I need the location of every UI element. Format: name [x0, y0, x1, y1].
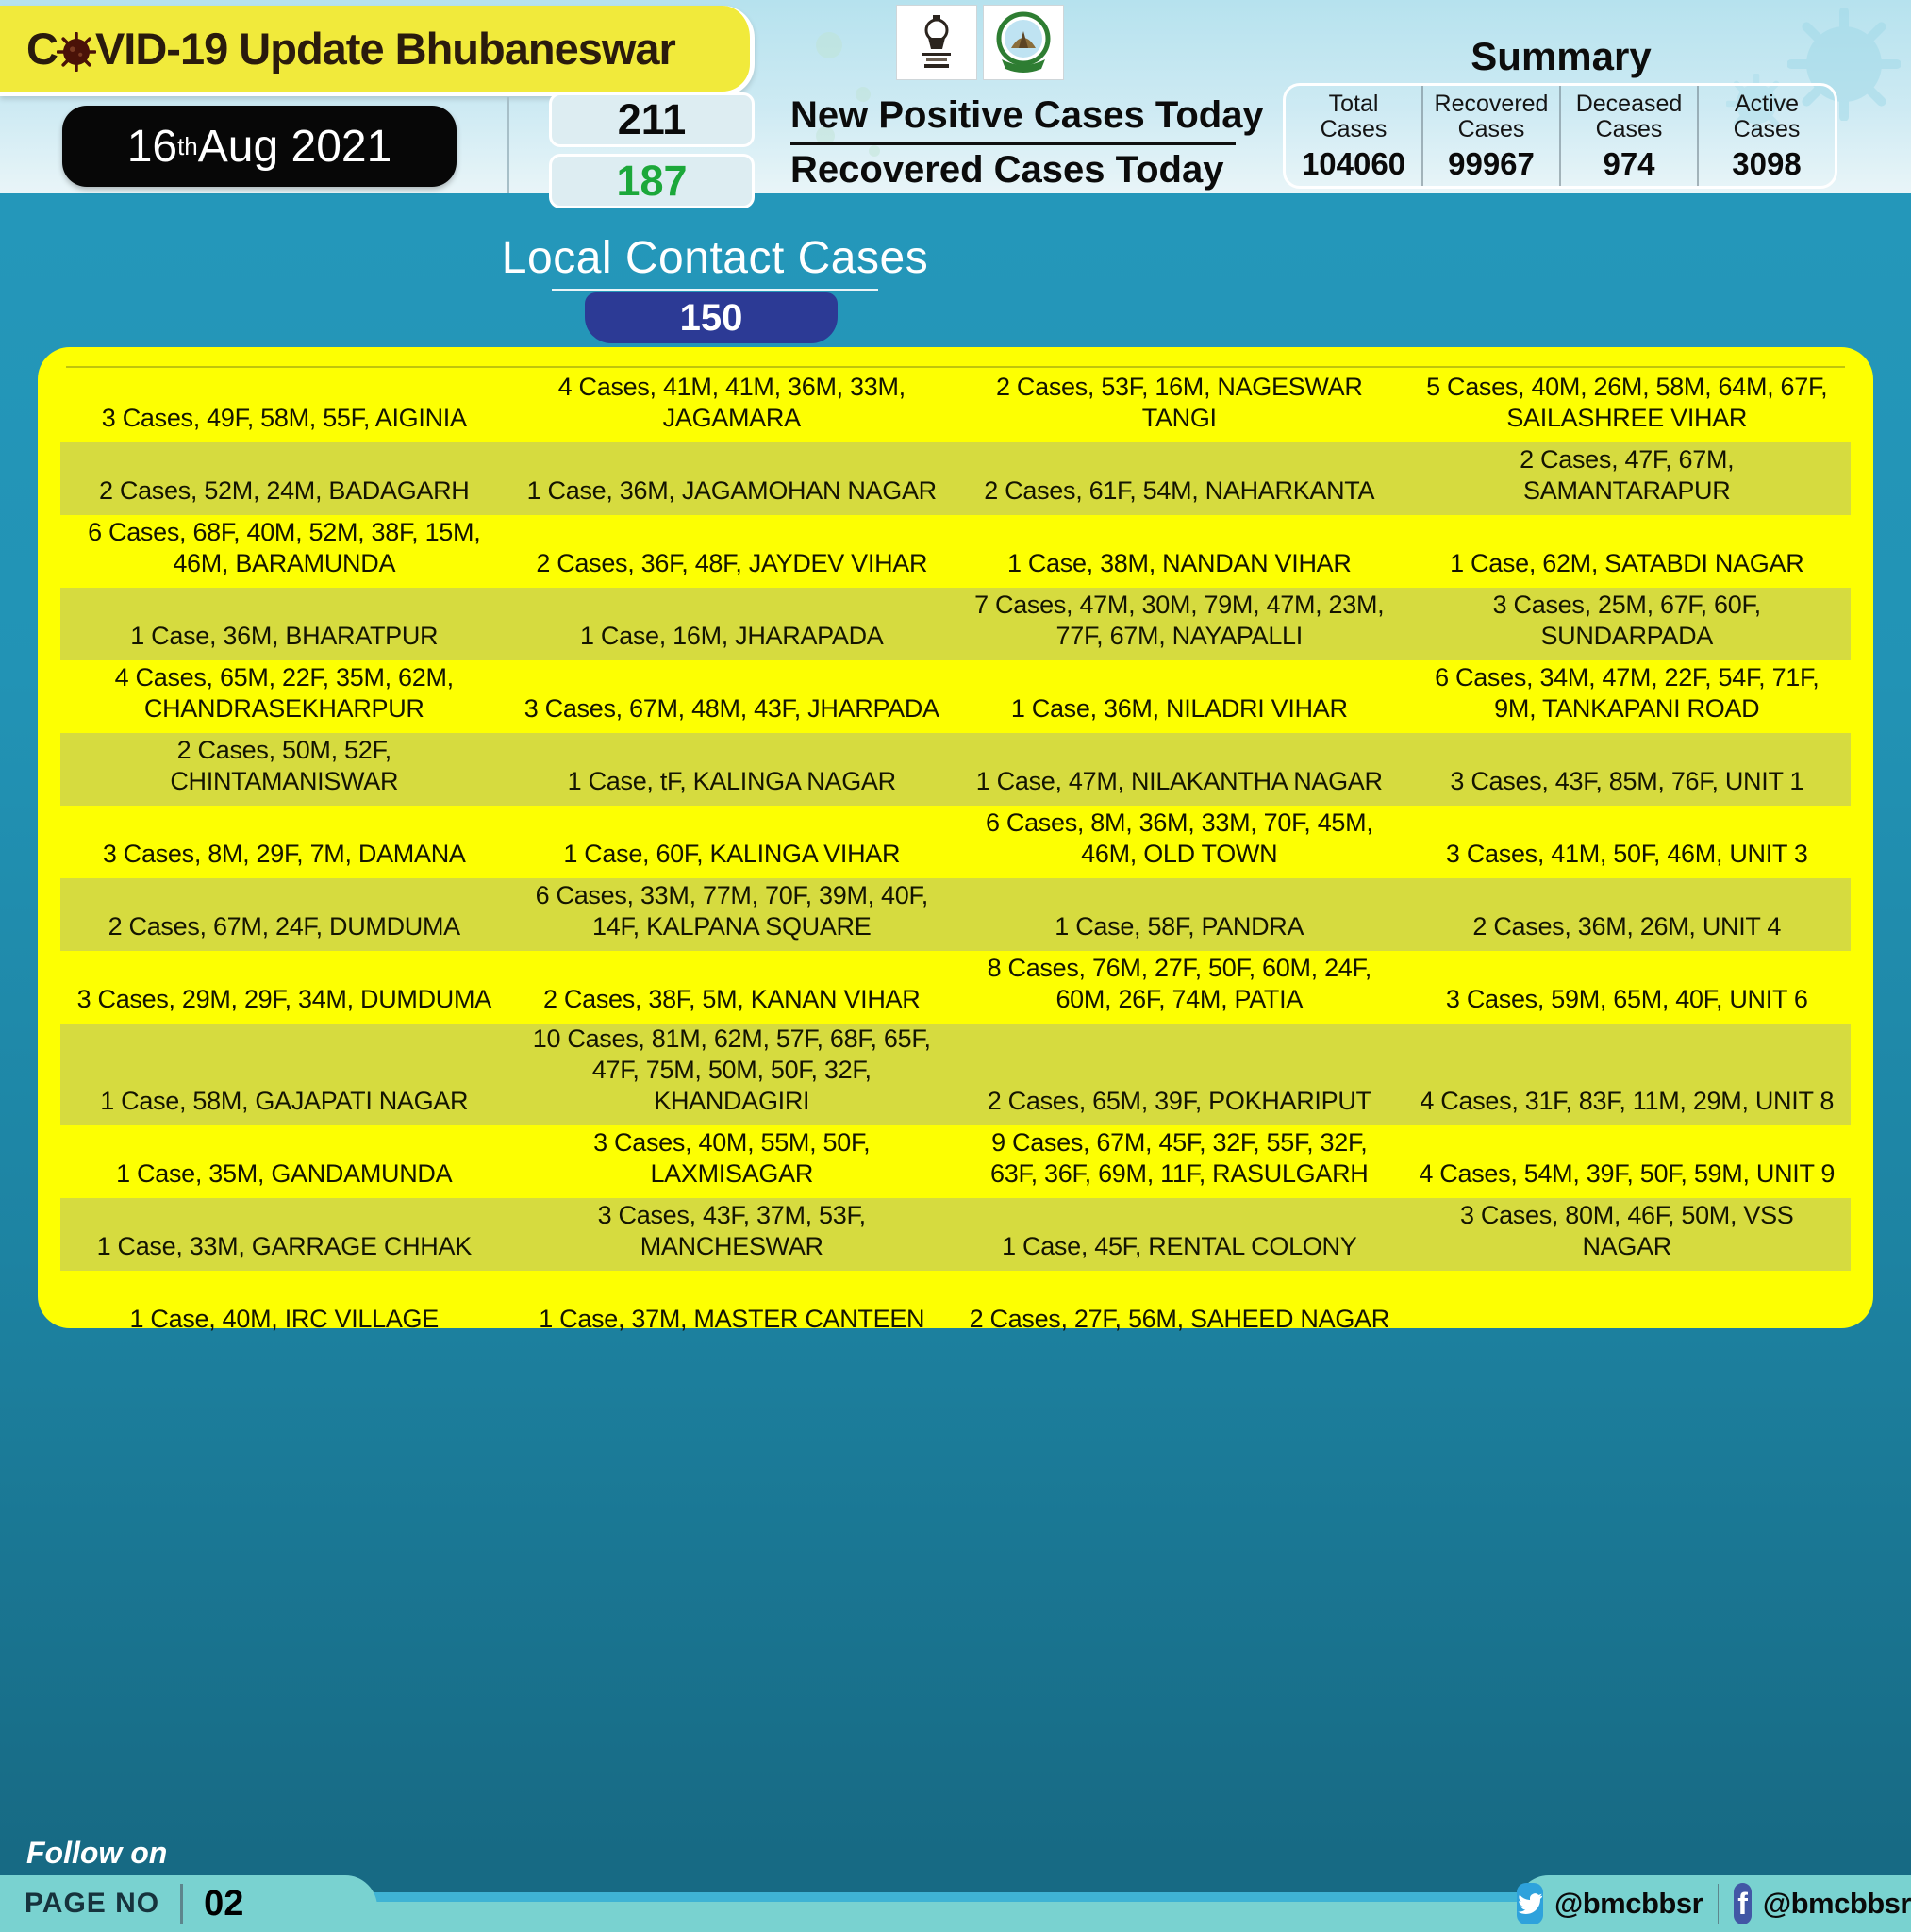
recovered-today-count: 187	[549, 154, 755, 208]
summary-deceased-cases	[1559, 86, 1697, 186]
title-banner	[0, 6, 755, 96]
case-row	[60, 1024, 1851, 1125]
case-row	[60, 733, 1851, 806]
stat-divider-line	[790, 142, 1236, 145]
summary-value: 3098	[1732, 146, 1802, 181]
summary-title: Summary	[1471, 34, 1652, 78]
case-cell: 1 Case, 62M, SATABDI NAGAR	[1450, 549, 1804, 578]
case-cell: 2 Cases, 27F, 56M, SAHEED NAGAR	[969, 1304, 1389, 1333]
page-number: 02	[204, 1883, 244, 1924]
case-cell: 2 Cases, 38F, 5M, KANAN VIHAR	[543, 985, 921, 1014]
case-row	[60, 660, 1851, 733]
date-day: 16	[126, 121, 178, 172]
summary-label: Active Cases	[1733, 91, 1801, 142]
case-cell: 6 Cases, 8M, 36M, 33M, 70F, 45M, 46M, OLD TOWN	[985, 808, 1373, 869]
case-row	[60, 515, 1851, 588]
case-cell: 1 Case, 36M, BHARATPUR	[130, 622, 439, 651]
case-cell: 1 Case, tF, KALINGA NAGAR	[567, 767, 896, 796]
case-cell: 4 Cases, 41M, 41M, 36M, 33M, JAGAMARA	[557, 373, 906, 433]
odisha-government-emblem	[896, 5, 977, 80]
case-cell: 3 Cases, 59M, 65M, 40F, UNIT 6	[1445, 985, 1808, 1014]
social-divider	[1718, 1884, 1719, 1924]
date-badge: 16 th Aug 2021	[62, 106, 457, 187]
twitter-bird-icon	[1517, 1883, 1543, 1924]
page-number-tab	[0, 1875, 377, 1932]
case-cell: 3 Cases, 8M, 29F, 7M, DAMANA	[102, 840, 466, 869]
case-cell: 4 Cases, 31F, 83F, 11M, 29M, UNIT 8	[1420, 1086, 1835, 1115]
summary-label: Total Cases	[1320, 91, 1388, 142]
bmc-municipal-logo	[983, 5, 1064, 80]
case-cell: 8 Cases, 76M, 27F, 50F, 60M, 24F, 60M, 26F, 74M, PATIA	[987, 954, 1371, 1014]
summary-value: 99967	[1448, 146, 1535, 181]
case-cell: 3 Cases, 29M, 29F, 34M, DUMDUMA	[76, 985, 491, 1014]
case-row	[60, 806, 1851, 878]
case-cell: 3 Cases, 40M, 55M, 50F, LAXMISAGAR	[593, 1127, 871, 1188]
case-cell: 3 Cases, 25M, 67F, 60F, SUNDARPADA	[1492, 591, 1761, 651]
header-band	[0, 0, 1911, 205]
case-cell: 1 Case, 45F, RENTAL COLONY	[1002, 1231, 1357, 1260]
case-cell: 1 Case, 35M, GANDAMUNDA	[116, 1158, 453, 1188]
recovered-today-label: Recovered Cases Today	[790, 149, 1224, 191]
case-row	[60, 878, 1851, 951]
case-cell: 1 Case, 37M, MASTER CANTEEN	[539, 1304, 925, 1333]
case-cell: 1 Case, 36M, JAGAMOHAN NAGAR	[526, 476, 937, 506]
card-top-rule	[66, 366, 1845, 368]
case-cell	[1404, 1335, 1852, 1343]
case-row	[60, 442, 1851, 515]
case-cell: 2 Cases, 53F, 16M, NAGESWAR TANGI	[995, 373, 1363, 433]
case-cell: 1 Case, 16M, JHARAPADA	[579, 622, 884, 651]
case-cell: 6 Cases, 33M, 77M, 70F, 39M, 40F, 14F, KALPANA SQUARE	[535, 881, 928, 941]
section-underline	[552, 289, 878, 291]
case-row	[60, 370, 1851, 442]
page-no-label: PAGE NO	[25, 1888, 160, 1919]
case-row	[60, 1198, 1851, 1271]
case-row	[60, 1125, 1851, 1198]
case-cell: 3 Cases, 41M, 50F, 46M, UNIT 3	[1445, 840, 1808, 869]
summary-label: Recovered Cases	[1434, 91, 1549, 142]
case-cell: 1 Case, 47M, NILAKANTHA NAGAR	[975, 767, 1383, 796]
summary-total-cases	[1286, 86, 1421, 186]
facebook-f-icon: f	[1734, 1883, 1751, 1924]
case-cell: 3 Cases, 80M, 46F, 50M, VSS NAGAR	[1459, 1200, 1794, 1260]
case-cell: 1 Case, 36M, NILADRI VIHAR	[1010, 694, 1348, 724]
case-cell: 2 Cases, 50M, 52F, CHINTAMANISWAR	[170, 736, 399, 796]
case-cell: 6 Cases, 34M, 47M, 22F, 54F, 71F, 9M, TANKAPANI ROAD	[1435, 663, 1820, 724]
facebook-handle: @bmcbbsr	[1762, 1887, 1911, 1920]
summary-box	[1283, 83, 1837, 189]
case-cell: 3 Cases, 43F, 37M, 53F, MANCHESWAR	[597, 1200, 866, 1260]
case-row	[60, 951, 1851, 1024]
case-cell: 2 Cases, 67M, 24F, DUMDUMA	[108, 912, 460, 941]
title-covid-rest: VID-19	[94, 24, 240, 74]
summary-value: 974	[1603, 146, 1655, 181]
section-title: Local Contact Cases	[501, 233, 929, 283]
follow-on-label: Follow on	[26, 1836, 168, 1870]
case-cell: 1 Case, 60F, KALINGA VIHAR	[563, 840, 901, 869]
coronavirus-icon	[57, 32, 96, 72]
case-row	[60, 1271, 1851, 1343]
cases-card	[38, 347, 1873, 1333]
case-cell: 1 Case, 40M, IRC VILLAGE	[129, 1304, 439, 1333]
case-cell: 2 Cases, 65M, 39F, POKHARIPUT	[987, 1086, 1371, 1115]
case-cell: 3 Cases, 49F, 58M, 55F, AIGINIA	[101, 404, 467, 433]
case-cell: 9 Cases, 67M, 45F, 32F, 55F, 32F, 63F, 36F, 69M, 11F, RASULGARH	[990, 1127, 1369, 1188]
case-cell: 2 Cases, 47F, 67M, SAMANTARAPUR	[1520, 445, 1735, 506]
case-cell: 4 Cases, 65M, 22F, 35M, 62M, CHANDRASEKHARPUR	[114, 663, 454, 724]
summary-label: Deceased Cases	[1575, 91, 1683, 142]
case-cell: 4 Cases, 54M, 39F, 50F, 59M, UNIT 9	[1419, 1158, 1836, 1188]
summary-value: 104060	[1301, 146, 1406, 181]
case-cell: 2 Cases, 36F, 48F, JAYDEV VIHAR	[536, 549, 928, 578]
new-positive-count: 211	[549, 92, 755, 147]
case-cell: 10 Cases, 81M, 62M, 57F, 68F, 65F, 47F, 75M, 50M, 50F, 32F, KHANDAGIRI	[532, 1024, 931, 1115]
case-cell: 3 Cases, 43F, 85M, 76F, UNIT 1	[1450, 767, 1804, 796]
case-cell: 1 Case, 58F, PANDRA	[1055, 912, 1304, 941]
social-tab	[1517, 1875, 1911, 1932]
summary-active-cases	[1697, 86, 1835, 186]
case-cell: 5 Cases, 40M, 26M, 58M, 64M, 67F, SAILASHREE VIHAR	[1426, 373, 1828, 433]
case-cell: 3 Cases, 67M, 48M, 43F, JHARPADA	[523, 694, 939, 724]
title-covid-prefix: C	[26, 24, 58, 74]
case-cell: 7 Cases, 47M, 30M, 79M, 47M, 23M, 77F, 67M, NAYAPALLI	[974, 591, 1385, 651]
case-cell: 1 Case, 33M, GARRAGE CHHAK	[96, 1231, 472, 1260]
case-cell: 1 Case, 58M, GAJAPATI NAGAR	[100, 1086, 469, 1115]
date-month-year: Aug 2021	[197, 121, 392, 172]
new-positive-label: New Positive Cases Today	[790, 94, 1264, 136]
case-cell: 1 Case, 38M, NANDAN VIHAR	[1006, 549, 1352, 578]
case-cell: 2 Cases, 52M, 24M, BADAGARH	[98, 476, 470, 506]
case-cell: 2 Cases, 36M, 26M, UNIT 4	[1472, 912, 1782, 941]
case-row	[60, 588, 1851, 660]
twitter-handle: @bmcbbsr	[1554, 1887, 1703, 1920]
header-divider-line	[507, 97, 509, 193]
case-cell: 2 Cases, 61F, 54M, NAHARKANTA	[984, 476, 1375, 506]
title-city: Bhubaneswar	[394, 24, 675, 74]
local-contact-count-badge: 150	[585, 292, 838, 343]
page-tab-divider	[180, 1884, 183, 1924]
case-cell: 6 Cases, 68F, 40M, 52M, 38F, 15M, 46M, BARAMUNDA	[88, 518, 481, 578]
title-update: Update	[239, 24, 395, 74]
summary-recovered-cases	[1421, 86, 1559, 186]
